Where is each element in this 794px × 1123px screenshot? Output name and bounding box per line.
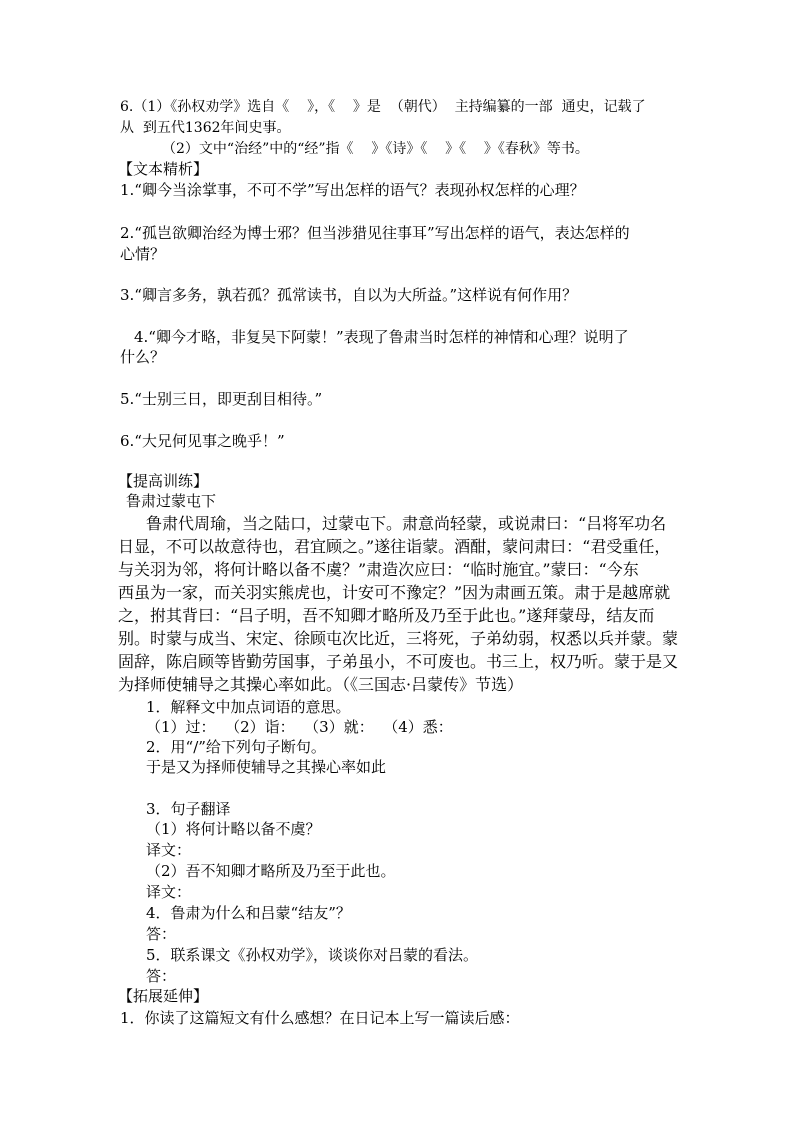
q6-line-3: （2）文中“治经”中的“经”指《 》《诗》《 》《 》《春秋》等书。 — [162, 141, 589, 157]
q6-line-2: 从 到五代1362年间史事。 — [120, 120, 291, 136]
exercise-3: 3．句子翻译 — [146, 800, 231, 818]
analysis-question-1: 1.“卿今当涂掌事，不可不学”写出怎样的语气？表现孙权怎样的心理？ — [120, 181, 585, 199]
exercise-3-translation-1: 译文： — [146, 841, 192, 859]
extension-question-1: 1．你读了这篇短文有什么感想？在日记本上写一篇读后感： — [120, 1009, 520, 1027]
exercise-2-sentence: 于是又为择师使辅导之其操心率如此 — [146, 758, 387, 776]
analysis-question-4-line-2: 什么？ — [120, 348, 166, 366]
analysis-question-6: 6.“大兄何见事之晚乎！” — [120, 432, 285, 450]
passage-title: 鲁肃过蒙屯下 — [126, 492, 217, 510]
exercise-4-answer: 答： — [146, 925, 177, 943]
analysis-question-3: 3.“卿言多务，孰若孤？孤常读书，自以为大所益。”这样说有何作用？ — [120, 286, 578, 304]
analysis-question-2-line-1: 2.“孤岂欲卿治经为博士邪？但当涉猎见往事耳”写出怎样的语气，表达怎样的 — [120, 224, 630, 242]
analysis-question-5: 5.“士别三日，即更刮目相待。” — [120, 390, 323, 408]
exercise-1: 1．解释文中加点词语的意思。 — [146, 698, 351, 716]
passage-line-2: 日显，不可以故意待也，君宜顾之。”遂往诣蒙。酒酣，蒙问肃曰：“君受重任， — [118, 537, 671, 556]
passage-line-1: 鲁肃代周瑜，当之陆口，过蒙屯下。肃意尚轻蒙，或说肃曰：“吕将军功名 — [146, 514, 667, 533]
exercise-5: 5．联系课文《孙权劝学》，谈谈你对吕蒙的看法。 — [146, 946, 479, 964]
analysis-question-2-line-2: 心情？ — [120, 245, 166, 263]
section-heading-text-analysis: 【文本精析】 — [118, 160, 209, 178]
section-heading-extension: 【拓展延伸】 — [118, 987, 209, 1005]
analysis-question-4-line-1: 4.“卿今才略，非复吴下阿蒙！”表现了鲁肃当时怎样的神情和心理？说明了 — [134, 328, 629, 346]
exercise-3-translation-2: 译文： — [146, 883, 192, 901]
passage-line-6: 别。时蒙与成当、宋定、徐顾屯次比近，三将死，子弟幼弱，权悉以兵并蒙。蒙 — [118, 629, 679, 648]
passage-line-8: 为择师使辅导之其操心率如此。（《三国志·吕蒙传》节选） — [118, 675, 524, 694]
exercise-5-answer: 答： — [146, 967, 177, 985]
section-heading-training: 【提高训练】 — [118, 472, 209, 490]
passage-line-4: 西虽为一家，而关羽实熊虎也，计安可不豫定？”因为肃画五策。肃于是越席就 — [118, 583, 671, 602]
passage-line-5: 之，拊其背曰：“吕子明，吾不知卿才略所及乃至于此也。”遂拜蒙母，结友而 — [118, 606, 655, 625]
exercise-1-items: （1）过： （2）诣： （3）就： （4）悉： — [146, 718, 453, 736]
exercise-2: 2．用“/”给下列句子断句。 — [146, 738, 326, 756]
passage-line-3: 与关羽为邻，将何计略以备不虞？”肃造次应曰：“临时施宜。”蒙曰：“今东 — [118, 560, 639, 579]
exercise-3-item-1: （1）将何计略以备不虞？ — [146, 820, 321, 838]
passage-line-7: 固辞，陈启顾等皆勤劳国事，子弟虽小，不可废也。书三上，权乃听。蒙于是又 — [118, 652, 679, 671]
exercise-3-item-2: （2）吾不知卿才略所及乃至于此也。 — [146, 862, 396, 880]
exercise-4: 4．鲁肃为什么和吕蒙“结友”？ — [146, 904, 351, 922]
q6-line-1: 6.（1）《孙权劝学》选自《 》，《 》是 （朝代） 主持编纂的一部 通史，记载了 — [120, 99, 646, 115]
